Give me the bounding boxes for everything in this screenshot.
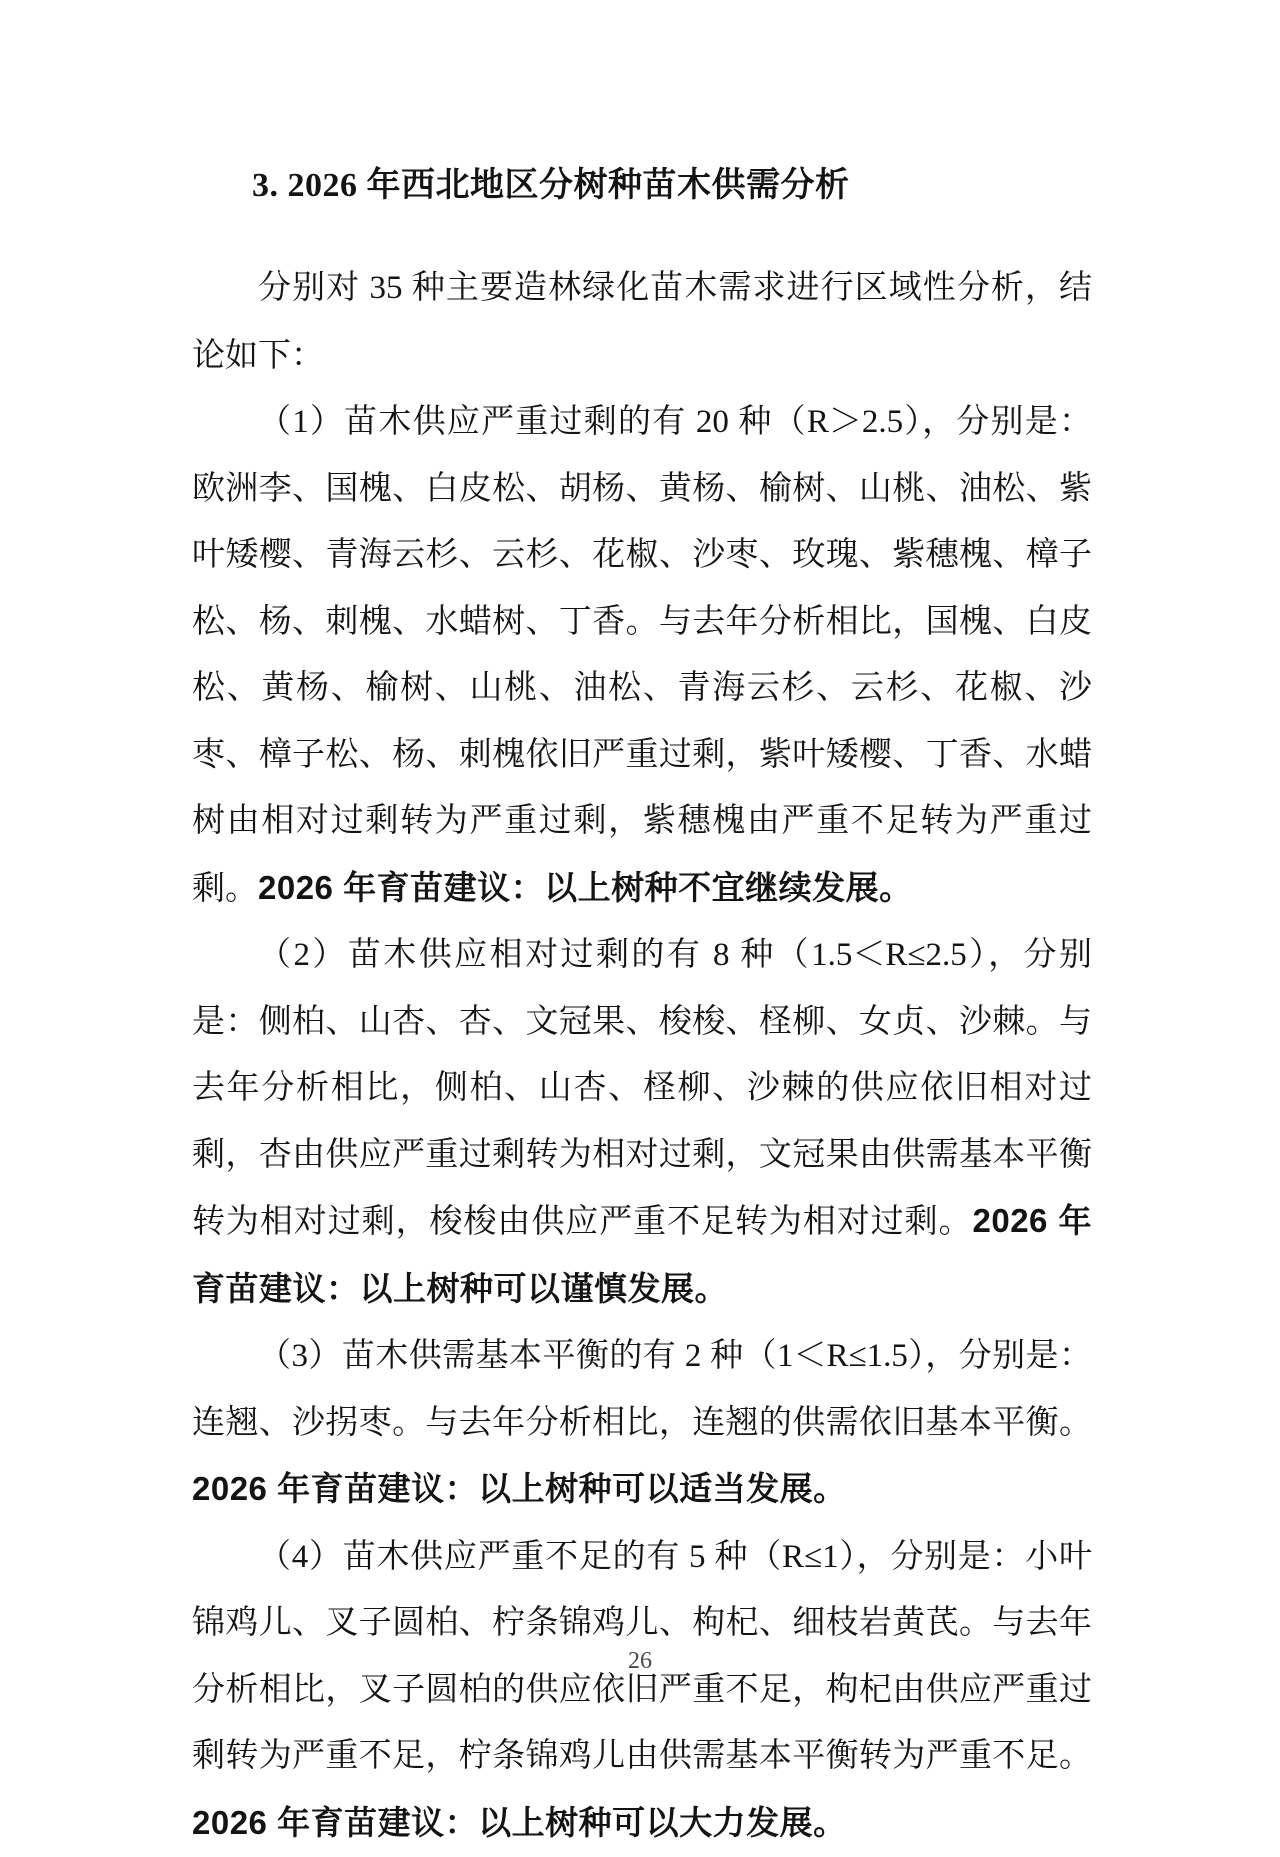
paragraph-relative-surplus <box>192 922 1092 1323</box>
section-heading: 3. 2026 年西北地区分树种苗木供需分析 <box>192 152 1092 219</box>
advice-text: 2026 年育苗建议：以上树种可以适当发展。 <box>192 1470 847 1507</box>
document-page <box>192 152 1092 1857</box>
paragraph-text: 分别对 35 种主要造林绿化苗木需求进行区域性分析，结论如下： <box>192 270 1092 374</box>
paragraph-text: （1）苗木供应严重过剩的有 20 种（R＞2.5），分别是：欧洲李、国槐、白皮松、胡杨、黄杨、榆树、山桃、油松、紫叶矮樱、青海云杉、云杉、花椒、沙枣、玫瑰、紫穗槐、樟子松、杨、刺槐、水蜡树、丁香。与去年分析相比，国槐、白皮松、黄杨、榆树、山桃、油松、青海云杉、云杉、花椒、沙枣、樟子松、杨、刺槐依旧严重过剩，紫叶矮樱、丁香、水蜡树由相对过剩转为严重过剩，紫穗槐由严重不足转为严重过剩。 <box>192 404 1092 907</box>
page-number: 26 <box>0 1648 1280 1675</box>
advice-text: 2026 年育苗建议：以上树种不宜继续发展。 <box>258 869 913 906</box>
paragraph-balanced <box>192 1323 1092 1524</box>
paragraph-intro <box>192 255 1092 389</box>
advice-text: 2026 年育苗建议：以上树种可以谨慎发展。 <box>192 1202 1092 1307</box>
paragraph-text: （4）苗木供应严重不足的有 5 种（R≤1），分别是：小叶锦鸡儿、叉子圆柏、柠条锦鸡儿、枸杞、细枝岩黄芪。与去年分析相比，叉子圆柏的供应依旧严重不足，枸杞由供应严重过剩转为严重不足，柠条锦鸡儿由供需基本平衡转为严重不足。 <box>192 1539 1092 1775</box>
paragraph-severe-shortage <box>192 1524 1092 1857</box>
paragraph-text: （2）苗木供应相对过剩的有 8 种（1.5＜R≤2.5），分别是：侧柏、山杏、杏、文冠果、梭梭、柽柳、女贞、沙棘。与去年分析相比，侧柏、山杏、柽柳、沙棘的供应依旧相对过剩，杏由供应严重过剩转为相对过剩，文冠果由供需基本平衡转为相对过剩，梭梭由供应严重不足转为相对过剩。 <box>192 937 1092 1240</box>
advice-text: 2026 年育苗建议：以上树种可以大力发展。 <box>192 1804 847 1841</box>
paragraph-text: （3）苗木供需基本平衡的有 2 种（1＜R≤1.5），分别是：连翘、沙拐枣。与去年分析相比，连翘的供需依旧基本平衡。 <box>192 1338 1092 1441</box>
paragraph-severe-surplus <box>192 389 1092 922</box>
